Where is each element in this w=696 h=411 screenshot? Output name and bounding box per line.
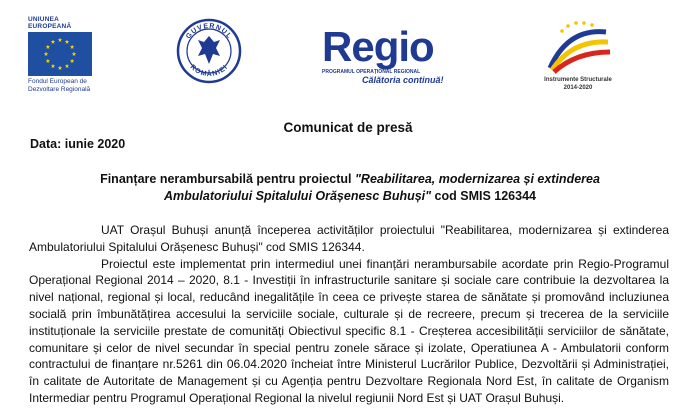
government-seal-top-text: GUVERNUL bbox=[185, 22, 233, 41]
eu-logo-title: UNIUNEA EUROPEANĂ bbox=[28, 16, 72, 30]
eu-star-icon bbox=[58, 38, 63, 42]
structural-caption-line-2: 2014-2020 bbox=[563, 85, 593, 91]
government-seal-icon bbox=[176, 18, 242, 84]
subject-prefix: Finanțare nerambursabilă pentru proiectul bbox=[100, 172, 355, 186]
structural-instruments-icon bbox=[538, 18, 618, 76]
eu-star-icon bbox=[51, 64, 56, 68]
government-seal bbox=[176, 18, 242, 84]
eu-star-icon bbox=[70, 45, 75, 49]
government-seal-bottom-text: ROMÂNIEI bbox=[188, 63, 230, 79]
structural-caption-line-1: Instrumente Structurale bbox=[544, 77, 612, 83]
regio-tagline: Călătoria continuă! bbox=[362, 75, 444, 85]
eu-star-icon bbox=[46, 45, 51, 49]
eu-logo-caption bbox=[28, 78, 100, 94]
body-paragraph-2: Proiectul este implementat prin intermediul unei finanțări nerambursabile acordate prin Regio-Programul Operațional Regional 2014 – 2020, 8.1 - Investiții în infrastructurile sanitare și sociale care contribuie la dezvoltarea la nivel național, regional și local, reducând inegalitățile în ceea ce privește starea de sănătate și promovând incluziunea socială prin îmbunătățirea accesului la serviciile sociale, culturale și de recreere, precum și trecerea de la serviciile instituționale la serviciile prestate de comunități Obiectivul specific 8.1 - Creșterea accesibilității serviciilor de sănătate, comunitare și celor de nivel secundar în special pentru zonele sărace și izolate, Operatiunea A - Ambulatorii conform contractului de finanțare nr.5261 din 06.04.2020 încheiat între Ministerul Lucrărilor Publice, Dezvoltării și Administrației, în calitate de Autoritate de Management și cu Agenția pentru Dezvoltare Regionala Nord Est, în calitate de Organism Intermediar pentru Programul Operațional Regional la nivelul regiunii Nord Est și UAT Orașul Buhuși. bbox=[29, 256, 669, 405]
structural-instruments-logo bbox=[538, 18, 618, 94]
eu-star-icon bbox=[46, 59, 51, 63]
eu-star-icon bbox=[65, 64, 70, 68]
document-date: Data: iunie 2020 bbox=[30, 137, 126, 151]
eu-star-icon bbox=[65, 39, 70, 43]
eu-stars-icon bbox=[28, 32, 92, 76]
subject-project-name: "Reabilitarea, modernizarea și extinderea Ambulatoriului Spitalului Orășenesc Buhuși" bbox=[164, 172, 600, 203]
regio-logo bbox=[322, 23, 462, 88]
eu-star-icon bbox=[58, 66, 63, 70]
page-title: Comunicat de presă bbox=[283, 120, 413, 135]
subject-suffix: cod SMIS 126344 bbox=[431, 189, 536, 203]
regio-program-text: PROGRAMUL OPERAȚIONAL REGIONAL bbox=[322, 69, 421, 75]
eu-star-icon bbox=[44, 52, 49, 56]
regio-wordmark bbox=[322, 23, 462, 70]
logo-bar bbox=[0, 0, 696, 110]
eu-caption-line-1: Fondul European de bbox=[28, 78, 87, 85]
eu-logo bbox=[28, 16, 100, 94]
eu-flag-icon bbox=[28, 32, 92, 76]
body-paragraph-1: UAT Orașul Buhuși anunță începerea activităților proiectului "Reabilitarea, modernizarea și extinderea Ambulatoriului Spitalului Orășenesc Buhuși" cod SMIS 126344. bbox=[29, 223, 669, 254]
document-body bbox=[29, 222, 669, 407]
eu-star-icon bbox=[51, 39, 56, 43]
document-subject bbox=[60, 171, 640, 205]
eu-star-icon bbox=[72, 52, 77, 56]
regio-word: Regio bbox=[322, 23, 434, 70]
eu-caption-line-2: Dezvoltare Regională bbox=[28, 86, 91, 93]
eu-star-icon bbox=[70, 59, 75, 63]
structural-instruments-caption bbox=[538, 76, 618, 92]
